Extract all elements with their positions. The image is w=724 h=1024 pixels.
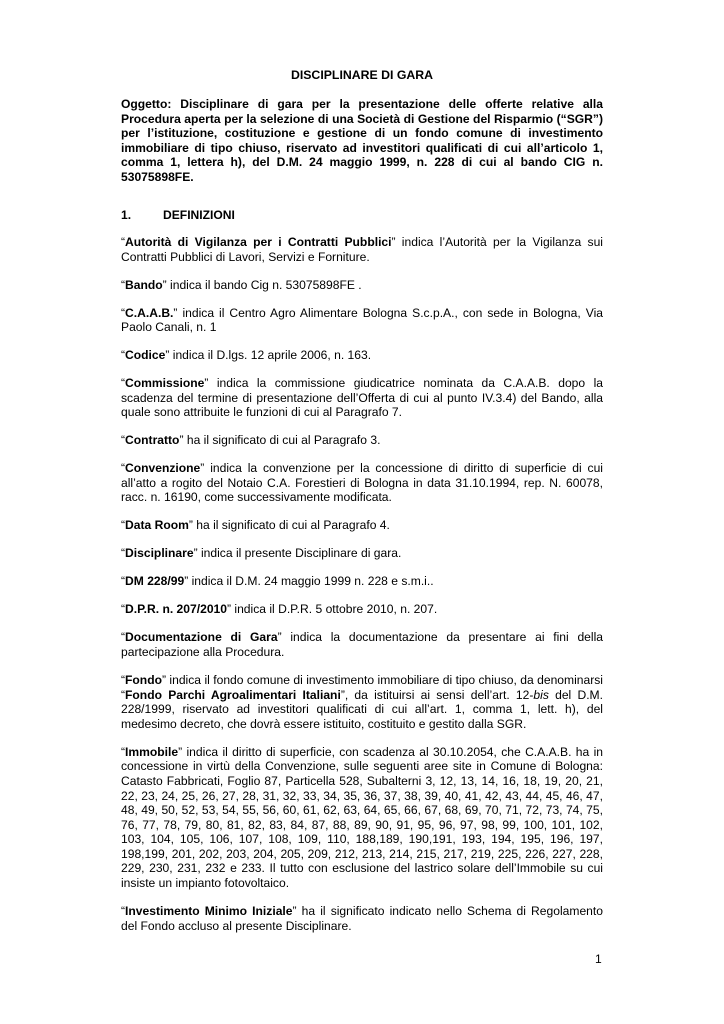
definition-term: Documentazione di Gara (125, 630, 278, 645)
page-number: 1 (595, 952, 602, 966)
definition-item: “C.A.A.B.” indica il Centro Agro Alimentare Bologna S.c.p.A., con sede in Bologna, Via Paolo Canali, n. 1 (121, 305, 603, 335)
definition-term: Immobile (125, 744, 179, 759)
definition-fondo: “Fondo” indica il fondo comune di investimento immobiliare di tipo chiuso, da denominarsi “Fondo Parchi Agroalimentari Italiani”, da istituirsi ai sensi dell’art. 12-bis del D.M. 228/1999, riservato ad investitori qualificati di cui all’art. 1, comma 1, lett. h), del medesimo decreto, che dovrà essere istituito, costituito e gestito dalla SGR. (121, 672, 603, 731)
definition-text: indica il Centro Agro Alimentare Bologna S.c.p.A., con sede in Bologna, Via Paolo Canali, n. 1 (121, 305, 603, 335)
definition-text: indica il diritto di superficie, con scadenza al 30.10.2054, che C.A.A.B. ha in concessione in virtù della Convenzione, sulle seguenti aree site in Comune di Bologna: Catasto Fabbricati, Foglio 87, Particella 528, Subalterni 3, 12, 13, 14, 16, 18, 19, 20, 21, 22, 23, 24, 25, 26, 27, 28, 31, 32, 33, 34, 35, 36, 37, 38, 39, 40, 41, 42, 43, 44, 45, 46, 47, 48, 49, 50, 52, 53, 54, 55, 56, 60, 61, 62, 63, 64, 65, 66, 67, 68, 69, 70, 71, 72, 73, 74, 75, 76, 77, 78, 79, 80, 81, 82, 83, 84, 87, 88, 89, 90, 91, 95, 96, 97, 98, 99, 100, 101, 102, 103, 104, 105, 106, 107, 108, 109, 110, 188,189, 190,191, 193, 194, 195, 196, 197, 198,199, 201, 202, 203, 204, 205, 209, 212, 213, 214, 215, 217, 219, 225, 226, 227, 228, 229, 230, 231, 232 e 233. Il tutto con esclusione del lastrico solare dell’Immobile su cui insiste un impianto fotovoltaico. (121, 744, 603, 891)
definition-item: “Commissione” indica la commissione giudicatrice nominata da C.A.A.B. dopo la scadenza del termine di presentazione dell’Offerta di cui al punto IV.3.4) del Bando, alla quale sono attribuite le funzioni di cui al Paragrafo 7. (121, 376, 603, 420)
fund-name: Fondo Parchi Agroalimentari Italiani (125, 687, 341, 702)
definition-text: indica il D.lgs. 12 aprile 2006, n. 163. (169, 348, 372, 363)
section-number: 1. (121, 208, 132, 222)
definition-text: indica la convenzione per la concessione di diritto di superficie di cui all’atto a rogito del Notaio C.A. Forestieri di Bologna in data 31.10.1994, rep. N. 60078, racc. n. 16190, come successivamente modificata. (121, 461, 603, 505)
definition-item: “Autorità di Vigilanza per i Contratti Pubblici” indica l’Autorità per la Vigilanza sui Contratti Pubblici di Lavori, Servizi e Forniture. (121, 235, 603, 264)
definition-item: “Immobile” indica il diritto di superficie, con scadenza al 30.10.2054, che C.A.A.B. ha in concessione in virtù della Convenzione, sulle seguenti aree site in Comune di Bologna: Catasto Fabbricati, Foglio 87, Particella 528, Subalterni 3, 12, 13, 14, 16, 18, 19, 20, 21, 22, 23, 24, 25, 26, 27, 28, 31, 32, 33, 34, 35, 36, 37, 38, 39, 40, 41, 42, 43, 44, 45, 46, 47, 48, 49, 50, 52, 53, 54, 55, 56, 60, 61, 62, 63, 64, 65, 66, 67, 68, 69, 70, 71, 72, 73, 74, 75, 76, 77, 78, 79, 80, 81, 82, 83, 84, 87, 88, 89, 90, 91, 95, 96, 97, 98, 99, 100, 101, 102, 103, 104, 105, 106, 107, 108, 109, 110, 188,189, 190,191, 193, 194, 195, 196, 197, 198,199, 201, 202, 203, 204, 205, 209, 212, 213, 214, 215, 217, 219, 225, 226, 227, 228, 229, 230, 231, 232 e 233. Il tutto con esclusione del lastrico solare dell’Immobile su cui insiste un impianto fotovoltaico. (121, 744, 603, 891)
definition-term: Autorità di Vigilanza per i Contratti Pubblici (125, 235, 392, 249)
definition-text: indica il D.P.R. 5 ottobre 2010, n. 207. (231, 602, 438, 617)
definition-text: ha il significato di cui al Paragrafo 4. (192, 518, 390, 533)
definition-text: indica la commissione giudicatrice nominata da C.A.A.B. dopo la scadenza del termine di presentazione dell’Offerta di cui al punto IV.3.4) del Bando, alla quale sono attribuite le funzioni di cui al Paragrafo 7. (121, 376, 603, 420)
definition-term: Convenzione (125, 461, 201, 476)
definition-text: indica il presente Disciplinare di gara. (197, 546, 402, 561)
section-heading (121, 208, 235, 223)
definition-item: “Data Room” ha il significato di cui al Paragrafo 4. (121, 518, 390, 533)
section-title: DEFINIZIONI (163, 208, 235, 222)
definition-term: D.P.R. n. 207/2010 (125, 602, 227, 617)
definition-text: indica l’Autorità per la Vigilanza sui Contratti Pubblici di Lavori, Servizi e Forniture. (121, 235, 603, 264)
definition-item: “Contratto” ha il significato di cui al Paragrafo 3. (121, 433, 381, 448)
definition-term: C.A.A.B. (125, 305, 174, 320)
definition-term: DM 228/99 (125, 574, 185, 589)
definition-item: “Convenzione” indica la convenzione per la concessione di diritto di superficie di cui all’atto a rogito del Notaio C.A. Forestieri di Bologna in data 31.10.1994, rep. N. 60078, racc. n. 16190, come successivamente modificata. (121, 461, 603, 505)
definition-text: ha il significato indicato nello Schema di Regolamento del Fondo accluso al presente Disciplinare. (121, 904, 603, 933)
definition-item: “DM 228/99” indica il D.M. 24 maggio 1999 n. 228 e s.m.i.. (121, 574, 434, 589)
definition-text: indica il fondo comune di investimento immobiliare di tipo chiuso, da denominarsi “ (121, 672, 603, 702)
definition-term: Data Room (125, 518, 189, 533)
definition-text: ”, da istituirsi ai sensi dell’art. 12- (340, 687, 534, 702)
definition-term: Disciplinare (125, 546, 194, 561)
definition-term: Investimento Minimo Iniziale (125, 904, 293, 919)
definition-text: indica il D.M. 24 maggio 1999 n. 228 e s.m.i.. (188, 574, 434, 589)
definition-term: Fondo (125, 672, 162, 687)
definition-item: “Bando” indica il bando Cig n. 53075898FE . (121, 277, 362, 292)
definitions-list (121, 235, 603, 947)
definition-item: “Disciplinare” indica il presente Disciplinare di gara. (121, 546, 402, 561)
definition-item: “D.P.R. n. 207/2010” indica il D.P.R. 5 ottobre 2010, n. 207. (121, 602, 438, 617)
definition-text: del D.M. 228/1999, riservato ad investitori qualificati di cui all’art. 1, comma 1, lett. h), del medesimo decreto, che dovrà essere istituito, costituito e gestito dalla SGR. (121, 687, 603, 731)
definition-italic: bis (533, 687, 549, 702)
document-title: DISCIPLINARE DI GARA (290, 68, 434, 82)
subject-paragraph: Oggetto: Disciplinare di gara per la presentazione delle offerte relative alla Procedura aperta per la selezione di una Società di Gestione del Risparmio (“SGR”) per l’istituzione, costituzione e gestione di un fondo comune di investimento immobiliare di tipo chiuso, riservato ad investitori qualificati di cui all’articolo 1, comma 1, lettera h), del D.M. 24 maggio 1999, n. 228 di cui al bando CIG n. 53075898FE. (121, 97, 603, 184)
definition-item: “Investimento Minimo Iniziale” ha il significato indicato nello Schema di Regolamento del Fondo accluso al presente Disciplinare. (121, 904, 603, 933)
definition-term: Commissione (125, 376, 205, 391)
definition-text: indica il bando Cig n. 53075898FE . (166, 277, 362, 292)
definition-term: Contratto (125, 433, 180, 448)
definition-text: ha il significato di cui al Paragrafo 3. (183, 433, 381, 448)
definition-term: Codice (125, 348, 166, 363)
definition-text: indica la documentazione da presentare ai fini della partecipazione alla Procedura. (121, 630, 603, 659)
definition-item: “Documentazione di Gara” indica la documentazione da presentare ai fini della partecipazione alla Procedura. (121, 630, 603, 659)
definition-term: Bando (125, 277, 163, 292)
definition-item: “Codice” indica il D.lgs. 12 aprile 2006, n. 163. (121, 348, 372, 363)
